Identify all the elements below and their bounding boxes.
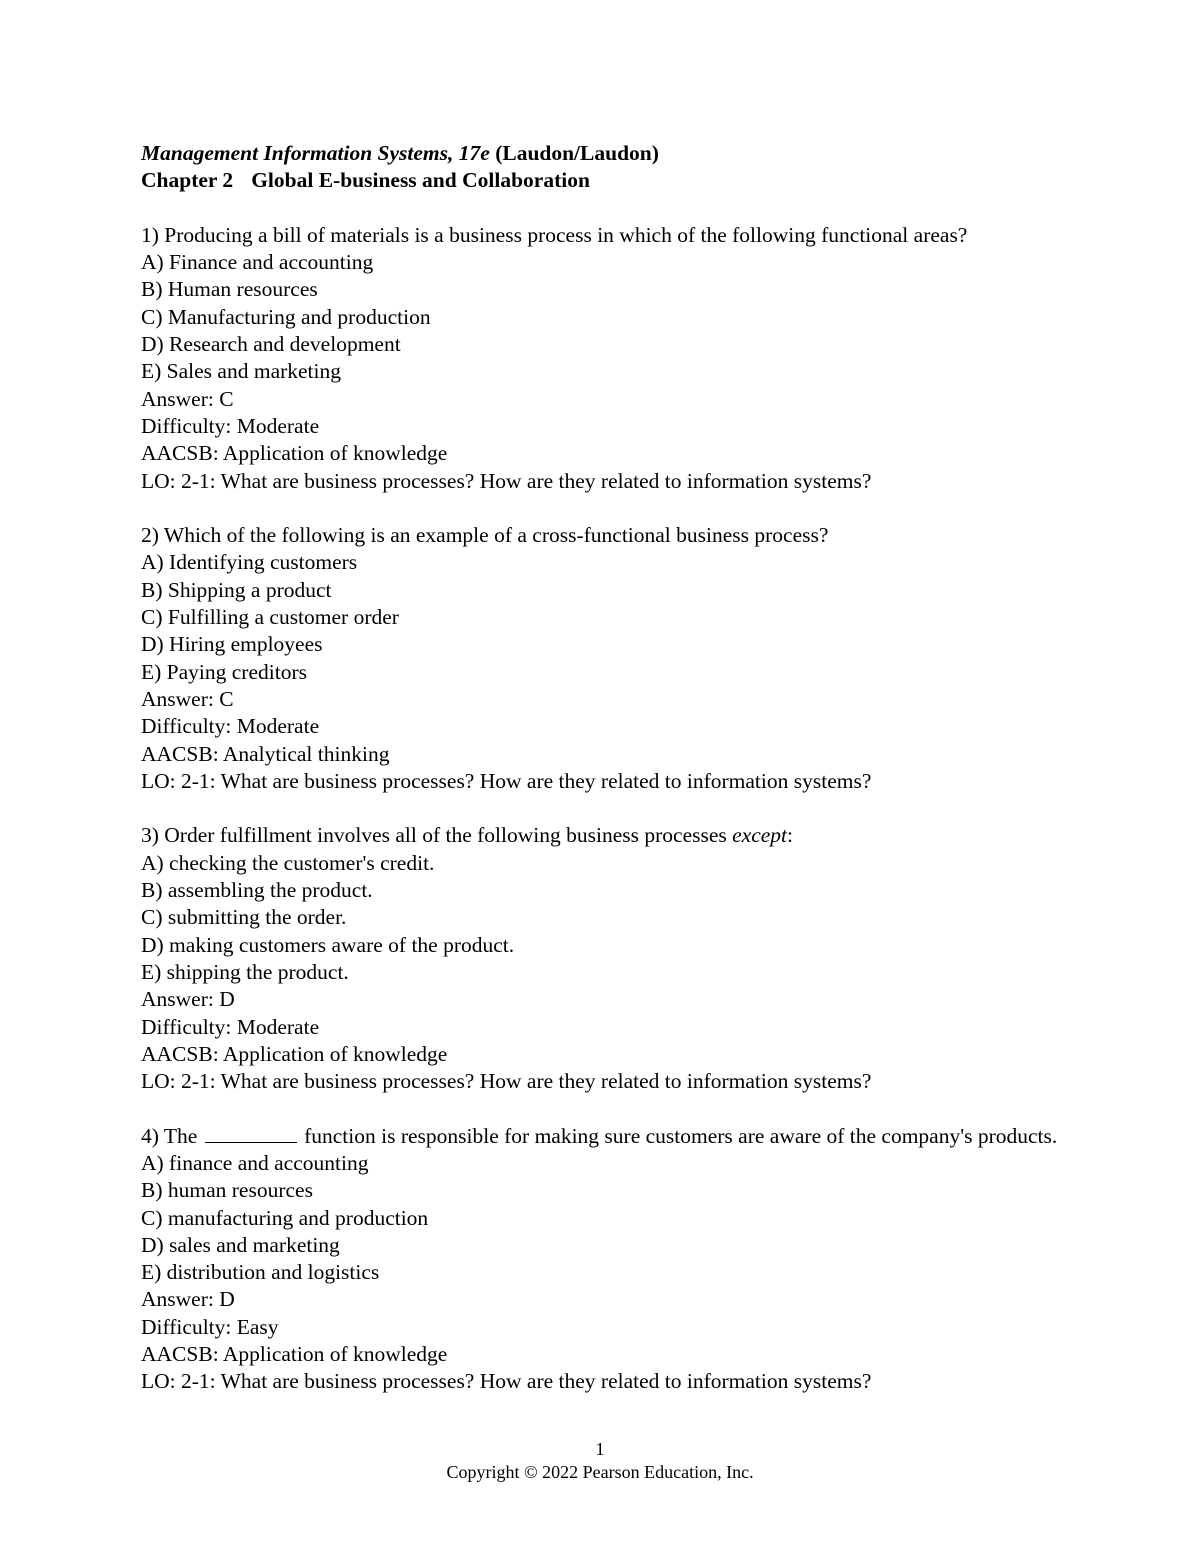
learning-objective: LO: 2-1: What are business processes? How are they related to information systems? — [141, 1369, 872, 1394]
option-b: B) Shipping a product — [141, 577, 332, 602]
option-a: A) checking the customer's credit. — [141, 850, 435, 875]
option-d: D) Hiring employees — [141, 632, 323, 657]
question-1 — [141, 222, 1101, 495]
option-a: A) finance and accounting — [141, 1150, 369, 1175]
question-3 — [141, 822, 1101, 1095]
aacsb: AACSB: Analytical thinking — [141, 741, 390, 766]
stem-text-end: : — [787, 823, 794, 848]
question-stem: 2) Which of the following is an example of a cross-functional business process? — [141, 523, 829, 548]
option-c: C) Manufacturing and production — [141, 304, 431, 329]
option-c: C) submitting the order. — [141, 905, 347, 930]
learning-objective: LO: 2-1: What are business processes? How are they related to information systems? — [141, 1069, 872, 1094]
copyright-notice: Copyright © 2022 Pearson Education, Inc. — [446, 1462, 754, 1482]
stem-text: 3) Order fulfillment involves all of the following business processes — [141, 823, 733, 848]
difficulty: Difficulty: Easy — [141, 1314, 279, 1339]
answer: Answer: C — [141, 386, 234, 411]
option-d: D) making customers aware of the product. — [141, 932, 515, 957]
chapter-title: Global E-business and Collaboration — [251, 168, 590, 193]
book-title: Management Information Systems, 17e — [141, 141, 490, 165]
difficulty: Difficulty: Moderate — [141, 714, 320, 739]
option-b: B) human resources — [141, 1178, 313, 1203]
question-4 — [141, 1123, 1101, 1396]
option-e: E) distribution and logistics — [141, 1260, 380, 1285]
option-a: A) Finance and accounting — [141, 250, 374, 275]
book-authors: (Laudon/Laudon) — [495, 141, 659, 165]
stem-emphasis: except — [732, 823, 788, 848]
option-c: C) manufacturing and production — [141, 1205, 429, 1230]
chapter-heading — [141, 167, 1101, 194]
option-e: E) shipping the product. — [141, 959, 349, 984]
option-d: D) sales and marketing — [141, 1232, 340, 1257]
chapter-label: Chapter 2 — [141, 168, 234, 193]
question-stem: 1) Producing a bill of materials is a business process in which of the following functional areas? — [141, 222, 968, 247]
stem-text: 4) The — [141, 1123, 203, 1148]
option-d: D) Research and development — [141, 332, 401, 357]
aacsb: AACSB: Application of knowledge — [141, 441, 448, 466]
aacsb: AACSB: Application of knowledge — [141, 1041, 448, 1066]
aacsb: AACSB: Application of knowledge — [141, 1342, 448, 1367]
option-a: A) Identifying customers — [141, 550, 358, 575]
answer: Answer: D — [141, 987, 235, 1012]
page-number: 1 — [595, 1439, 605, 1459]
learning-objective: LO: 2-1: What are business processes? How are they related to information systems? — [141, 768, 872, 793]
option-c: C) Fulfilling a customer order — [141, 605, 399, 630]
answer: Answer: C — [141, 686, 234, 711]
question-2 — [141, 522, 1101, 795]
difficulty: Difficulty: Moderate — [141, 413, 320, 438]
stem-text-end: function is responsible for making sure customers are aware of the company's products. — [298, 1123, 1058, 1148]
option-e: E) Sales and marketing — [141, 359, 342, 384]
option-b: B) Human resources — [141, 277, 318, 302]
fill-in-blank — [205, 1124, 297, 1143]
learning-objective: LO: 2-1: What are business processes? How are they related to information systems? — [141, 468, 872, 493]
answer: Answer: D — [141, 1287, 235, 1312]
book-heading — [141, 140, 1101, 167]
option-b: B) assembling the product. — [141, 878, 373, 903]
question-stem — [141, 822, 1101, 849]
option-e: E) Paying creditors — [141, 659, 307, 684]
question-stem — [141, 1123, 1101, 1150]
document-page — [141, 140, 1101, 1396]
difficulty: Difficulty: Moderate — [141, 1014, 320, 1039]
